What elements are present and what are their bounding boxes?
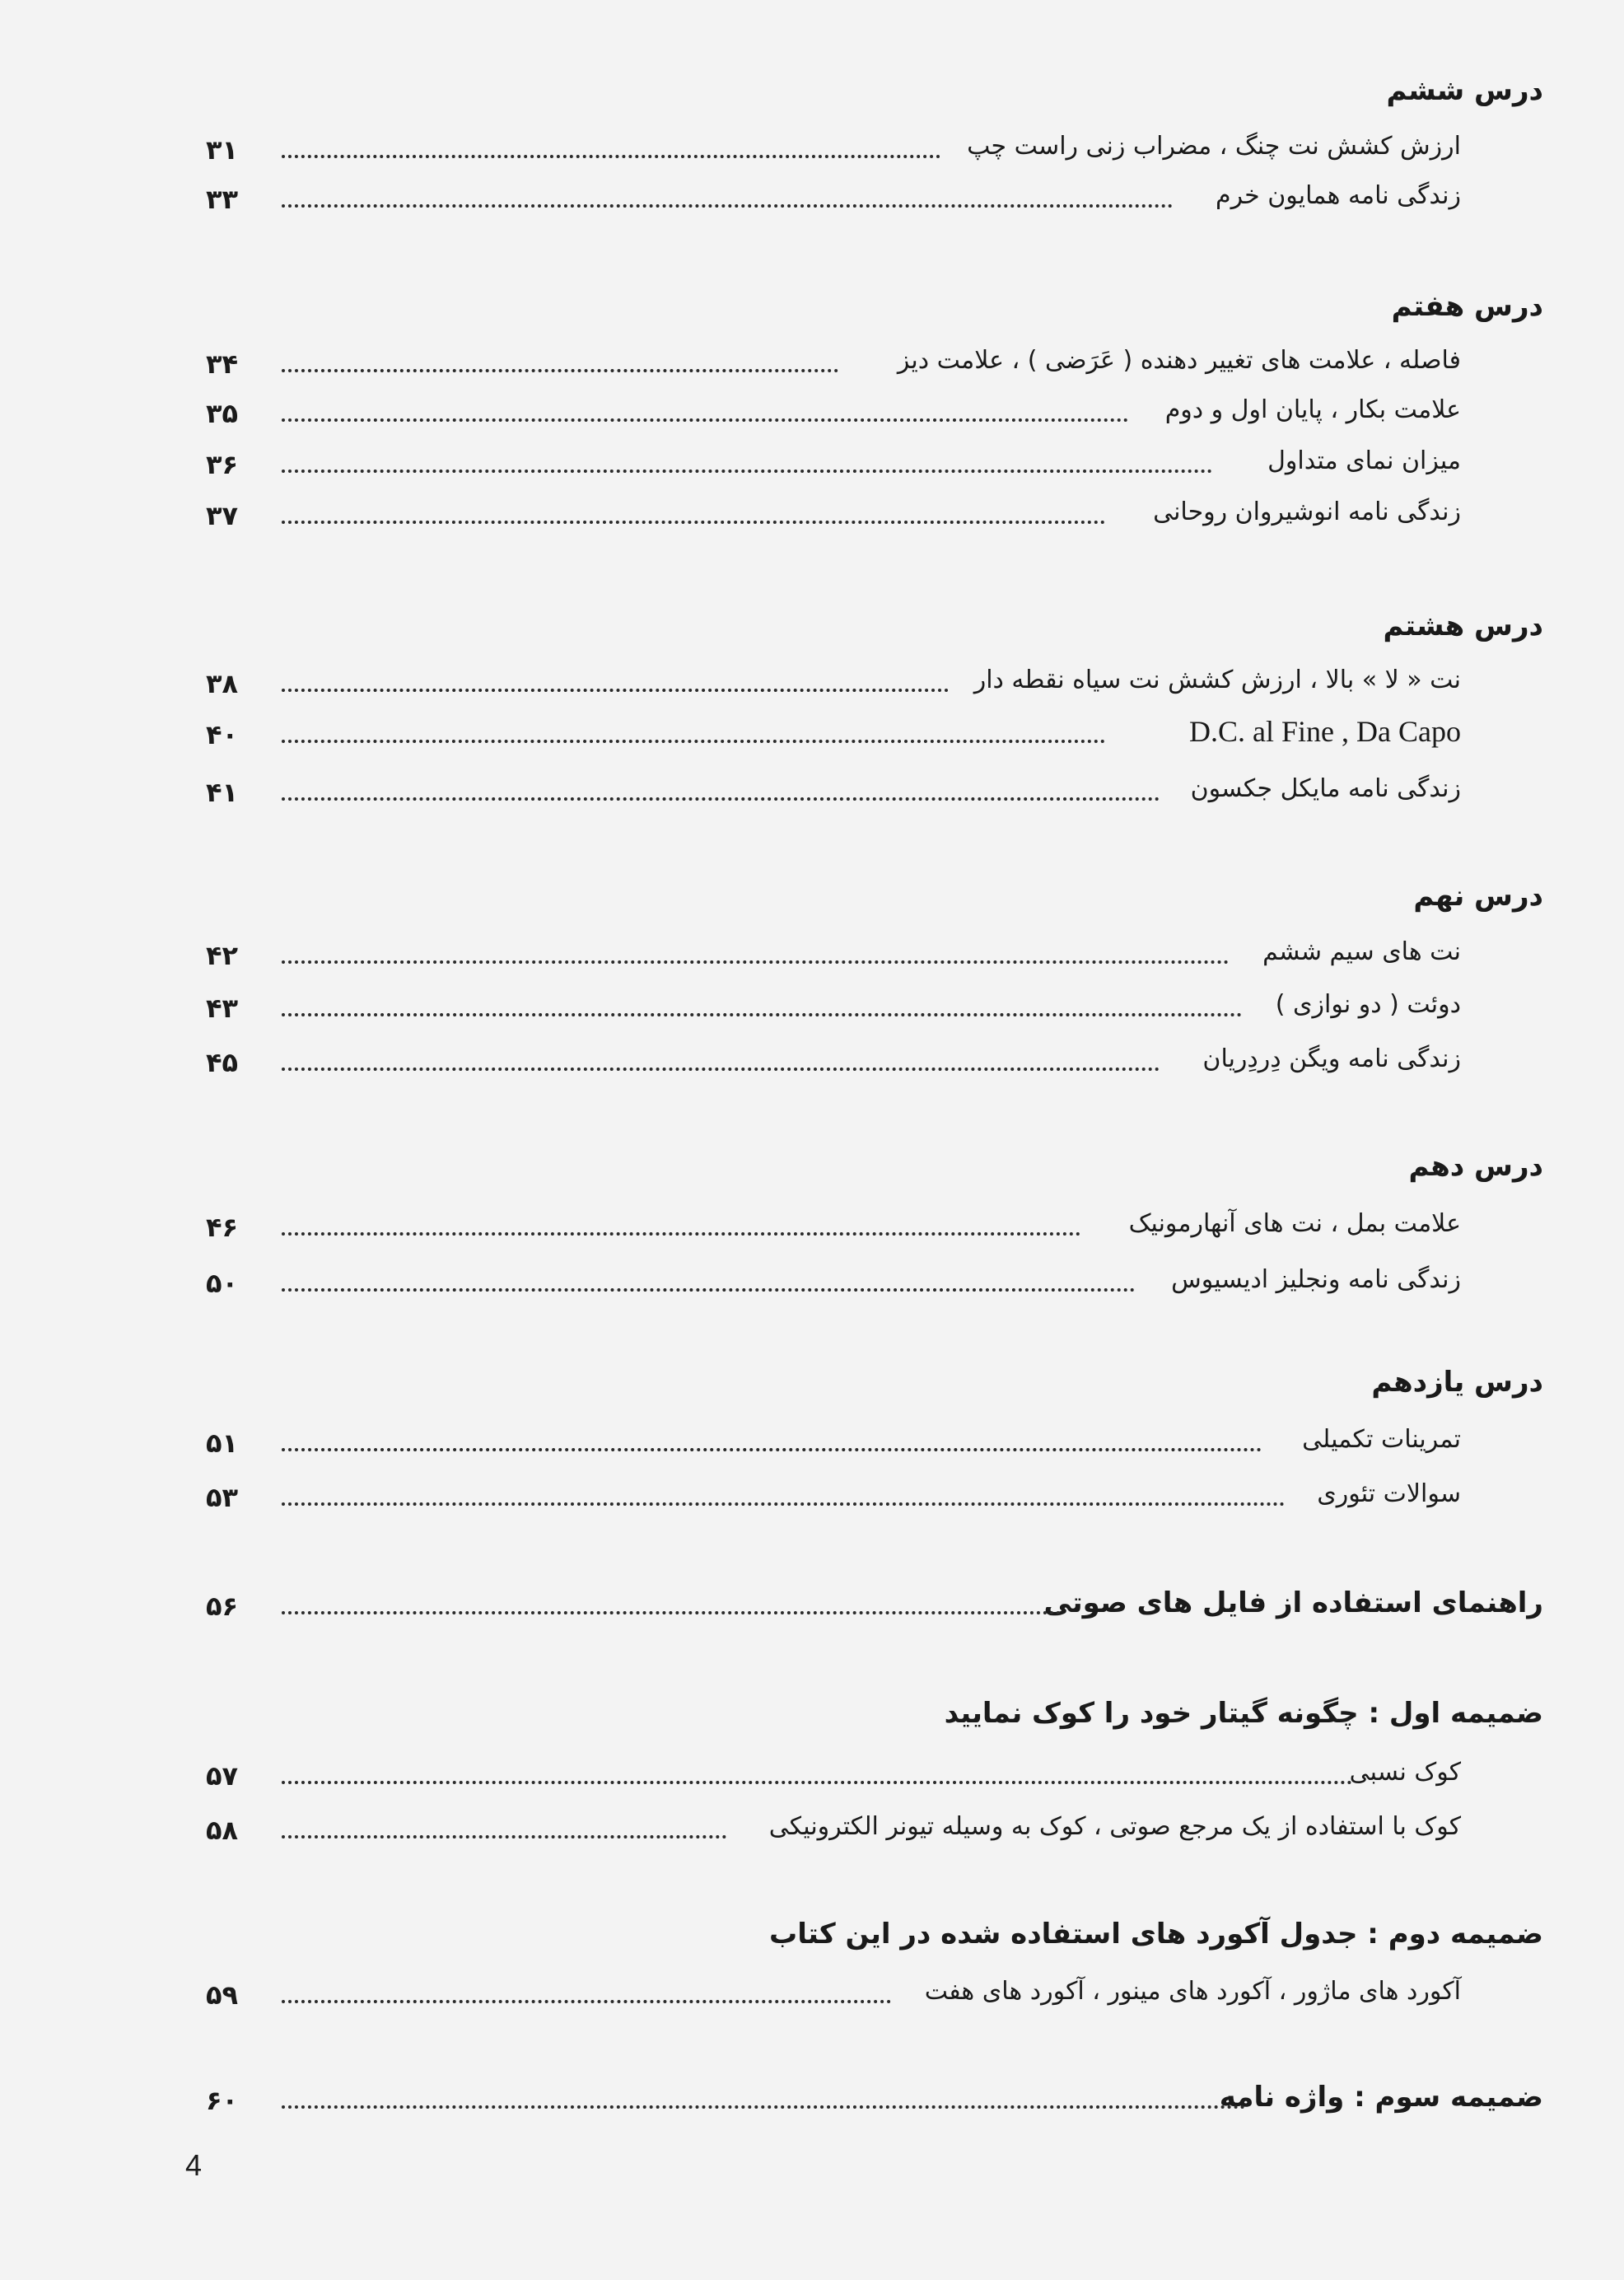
entry-label: زندگی نامه انوشیروان روحانی: [1153, 498, 1461, 526]
dot-leader: [282, 204, 1173, 208]
toc-entry: [0, 176, 1624, 216]
entry-page-number: ۴۱: [206, 777, 239, 808]
entry-label: زندگی نامه همایون خرم: [1216, 181, 1461, 210]
toc-entry: [0, 341, 1624, 381]
entry-label: علامت بکار ، پایان اول و دوم: [1164, 395, 1461, 424]
toc-entry: [0, 127, 1624, 166]
toc-entry: [0, 1972, 1624, 2011]
dot-leader: [282, 369, 838, 372]
entry-label: علامت بمل ، نت های آنهارمونیک: [1128, 1209, 1461, 1238]
page-folio-number: 4: [185, 2148, 203, 2182]
section-title-7: درس هفتم: [1391, 290, 1543, 323]
section-title-9: درس نهم: [1413, 880, 1543, 913]
entry-label: ارزش کشش نت چنگ ، مضراب زنی راست چپ: [967, 132, 1461, 161]
entry-page-number: ۳۳: [206, 184, 239, 215]
entry-page-number: ۵۳: [206, 1482, 239, 1513]
toc-entry: [0, 1204, 1624, 1244]
entry-page-number: ۵۸: [206, 1815, 239, 1846]
dot-leader: [282, 740, 1105, 743]
entry-page-number: ۵۷: [206, 1760, 239, 1792]
entry-label: کوک نسبی: [1349, 1758, 1461, 1787]
entry-label: کوک با استفاده از یک مرجع صوتی ، کوک به وسیله تیونر الکترونیکی: [768, 1812, 1461, 1841]
toc-entry: [0, 932, 1624, 972]
toc-entry: [0, 1040, 1624, 1079]
appendix-2-title: ضمیمه دوم : جدول آکورد های استفاده شده در این کتاب: [769, 1918, 1543, 1951]
toc-entry: [0, 769, 1624, 809]
entry-label: زندگی نامه ویگن دِردِریان: [1202, 1044, 1461, 1073]
toc-entry: [0, 1807, 1624, 1847]
entry-page-number: ۳۷: [206, 500, 239, 531]
toc-entry-audio-guide: [0, 1583, 1624, 1623]
dot-leader: [282, 1013, 1242, 1016]
entry-label: راهنمای استفاده از فایل های صوتی: [1043, 1586, 1543, 1619]
toc-entry: [0, 1260, 1624, 1300]
entry-page-number: ۵۰: [206, 1268, 239, 1299]
entry-page-number: ۳۱: [206, 134, 239, 166]
dot-leader: [282, 1835, 726, 1838]
section-title-10: درس دهم: [1408, 1150, 1543, 1183]
entry-label: D.C. al Fine , Da Capo: [1189, 715, 1461, 748]
entry-label: میزان نمای متداول: [1267, 446, 1461, 475]
entry-label: زندگی نامه ونجلیز ادیسیوس: [1171, 1265, 1461, 1294]
dot-leader: [282, 689, 949, 692]
dot-leader: [282, 1232, 1080, 1236]
toc-entry: [0, 661, 1624, 700]
dot-leader: [282, 470, 1212, 473]
dot-leader: [282, 1448, 1262, 1451]
entry-page-number: ۳۶: [206, 449, 239, 480]
dot-leader: [282, 1502, 1285, 1506]
entry-page-number: ۳۸: [206, 668, 239, 699]
dot-leader: [282, 1611, 1061, 1614]
entry-page-number: ۴۰: [206, 719, 239, 750]
dot-leader: [282, 2000, 891, 2003]
entry-label: فاصله ، علامت های تغییر دهنده ( عَرَضی ) ، علامت دیز: [897, 346, 1461, 375]
entry-label: نت های سیم ششم: [1262, 937, 1461, 966]
entry-page-number: ۴۶: [206, 1212, 239, 1243]
toc-entry: [0, 985, 1624, 1025]
entry-label: نت « لا » بالا ، ارزش کشش نت سیاه نقطه دار: [973, 666, 1461, 694]
section-title-11: درس یازدهم: [1371, 1366, 1543, 1399]
entry-label: زندگی نامه مایکل جکسون: [1190, 774, 1461, 803]
entry-page-number: ۴۳: [206, 993, 239, 1024]
entry-page-number: ۳۵: [206, 398, 239, 429]
dot-leader: [282, 1781, 1352, 1784]
toc-entry: [0, 442, 1624, 481]
entry-label: دوئت ( دو نوازی ): [1275, 990, 1461, 1019]
entry-label: سوالات تئوری: [1317, 1479, 1461, 1508]
entry-label: آکورد های ماژور ، آکورد های مینور ، آکورد های هفت: [924, 1977, 1461, 2006]
entry-page-number: ۵۱: [206, 1427, 239, 1459]
entry-page-number: ۵۹: [206, 1979, 239, 2011]
toc-entry: [0, 712, 1624, 751]
toc-entry: [0, 493, 1624, 532]
entry-page-number: ۵۶: [206, 1591, 239, 1622]
dot-leader: [282, 2105, 1245, 2109]
toc-entry: [0, 1420, 1624, 1460]
entry-page-number: ۴۲: [206, 940, 239, 971]
entry-page-number: ۴۵: [206, 1047, 239, 1078]
entry-label: ضمیمه سوم : واژه نامه: [1219, 2081, 1543, 2114]
entry-label: تمرینات تکمیلی: [1302, 1425, 1461, 1454]
dot-leader: [282, 1288, 1135, 1292]
toc-entry: [0, 1753, 1624, 1792]
dot-leader: [282, 418, 1128, 422]
section-title-8: درس هشتم: [1383, 610, 1543, 642]
dot-leader: [282, 521, 1105, 524]
toc-entry: [0, 390, 1624, 430]
entry-page-number: ۳۴: [206, 348, 239, 380]
entry-page-number: ۶۰: [206, 2085, 239, 2116]
dot-leader: [282, 960, 1229, 964]
dot-leader: [282, 155, 940, 158]
toc-entry-appendix-3: [0, 2077, 1624, 2117]
appendix-1-title: ضمیمه اول : چگونه گیتار خود را کوک نمایید: [944, 1697, 1543, 1730]
section-title-6: درس ششم: [1386, 74, 1543, 107]
toc-entry: [0, 1474, 1624, 1514]
dot-leader: [282, 1068, 1160, 1071]
dot-leader: [282, 797, 1160, 801]
